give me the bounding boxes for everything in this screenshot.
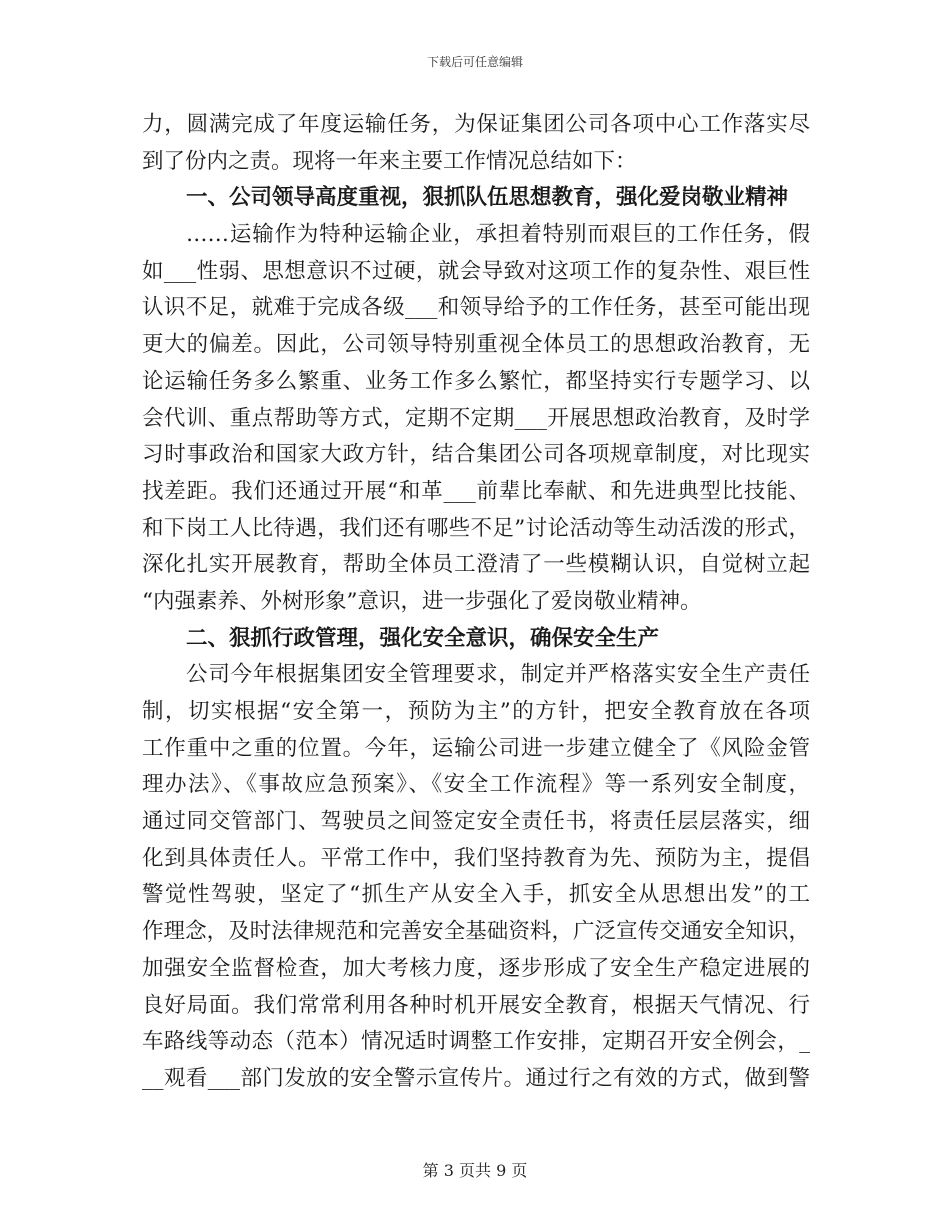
body-line: __观看___部门发放的安全警示宣传片。通过行之有效的方式，做到警 [142,1065,810,1091]
body-line: 化到具体责任人。平常工作中，我们坚持教育为先、预防为主，提倡 [142,845,810,871]
page-header: 下载后可任意编辑 [426,55,523,69]
body-line: “内强素养、外树形象”意识，进一步强化了爱岗敬业精神。 [142,588,702,614]
document-body [142,107,810,1098]
body-line: 习时事政治和国家大政方针，结合集团公司各项规章制度，对比现实 [142,442,810,468]
body-line: 通过同交管部门、驾驶员之间签定安全责任书，将责任层层落实，细 [142,809,810,835]
body-line: 深化扎实开展教育，帮助全体员工澄清了一些模糊认识，自觉树立起 [142,552,810,578]
body-line: 工作重中之重的位置。今年，运输公司进一步建立健全了《风险金管 [142,735,810,761]
body-line: 制，切实根据“安全第一，预防为主”的方针，把安全教育放在各项 [142,699,810,724]
body-line: 车路线等动态（范本）情况适时调整工作安排，定期召开安全例会，_ [142,1029,810,1055]
body-line: 论运输任务多么繁重、业务工作多么繁忙，都坚持实行专题学习、以 [142,368,810,394]
page-footer: 第 3 页共 9 页 [422,1161,528,1180]
body-line: 到了份内之责。现将一年来主要工作情况总结如下： [142,148,637,174]
paragraph-start: 公司今年根据集团安全管理要求，制定并严格落实安全生产责任 [186,662,810,688]
body-line: 更大的偏差。因此，公司领导特别重视全体员工的思想政治教育，无 [142,332,810,358]
body-line: 和下岗工人比待遇，我们还有哪些不足”讨论活动等生动活泼的形式， [142,515,810,541]
body-line: 如___性弱、思想意识不过硬，就会导致对这项工作的复杂性、艰巨性 [142,258,810,284]
section-heading-1: 一、公司领导高度重视，狠抓队伍思想教育，强化爱岗敬业精神 [186,185,789,211]
body-line: 作理念，及时法律规范和完善安全基础资料，广泛宣传交通安全知识， [142,919,810,945]
section-heading-2: 二、狠抓行政管理，强化安全意识，确保安全生产 [186,625,660,651]
body-line: 找差距。我们还通过开展“和革___前辈比奉献、和先进典型比技能、 [142,478,810,504]
body-line: 认识不足，就难于完成各级___和领导给予的工作任务，甚至可能出现 [142,295,810,321]
body-line: 会代训、重点帮助等方式，定期不定期___开展思想政治教育，及时学 [142,405,810,431]
body-line: 加强安全监督检查，加大考核力度，逐步形成了安全生产稳定进展的 [142,955,810,981]
body-line: 良好局面。我们常常利用各种时机开展安全教育，根据天气情况、行 [142,992,810,1018]
body-line: 力，圆满完成了年度运输任务，为保证集团公司各项中心工作落实尽 [142,112,810,137]
body-line: 警觉性驾驶，坚定了“抓生产从安全入手，抓安全从思想出发”的工 [142,882,810,908]
body-line: 理办法》、《事故应急预案》、《安全工作流程》等一系列安全制度， [142,772,810,798]
paragraph-start: ……运输作为特种运输企业，承担着特别而艰巨的工作任务，假 [186,222,810,248]
